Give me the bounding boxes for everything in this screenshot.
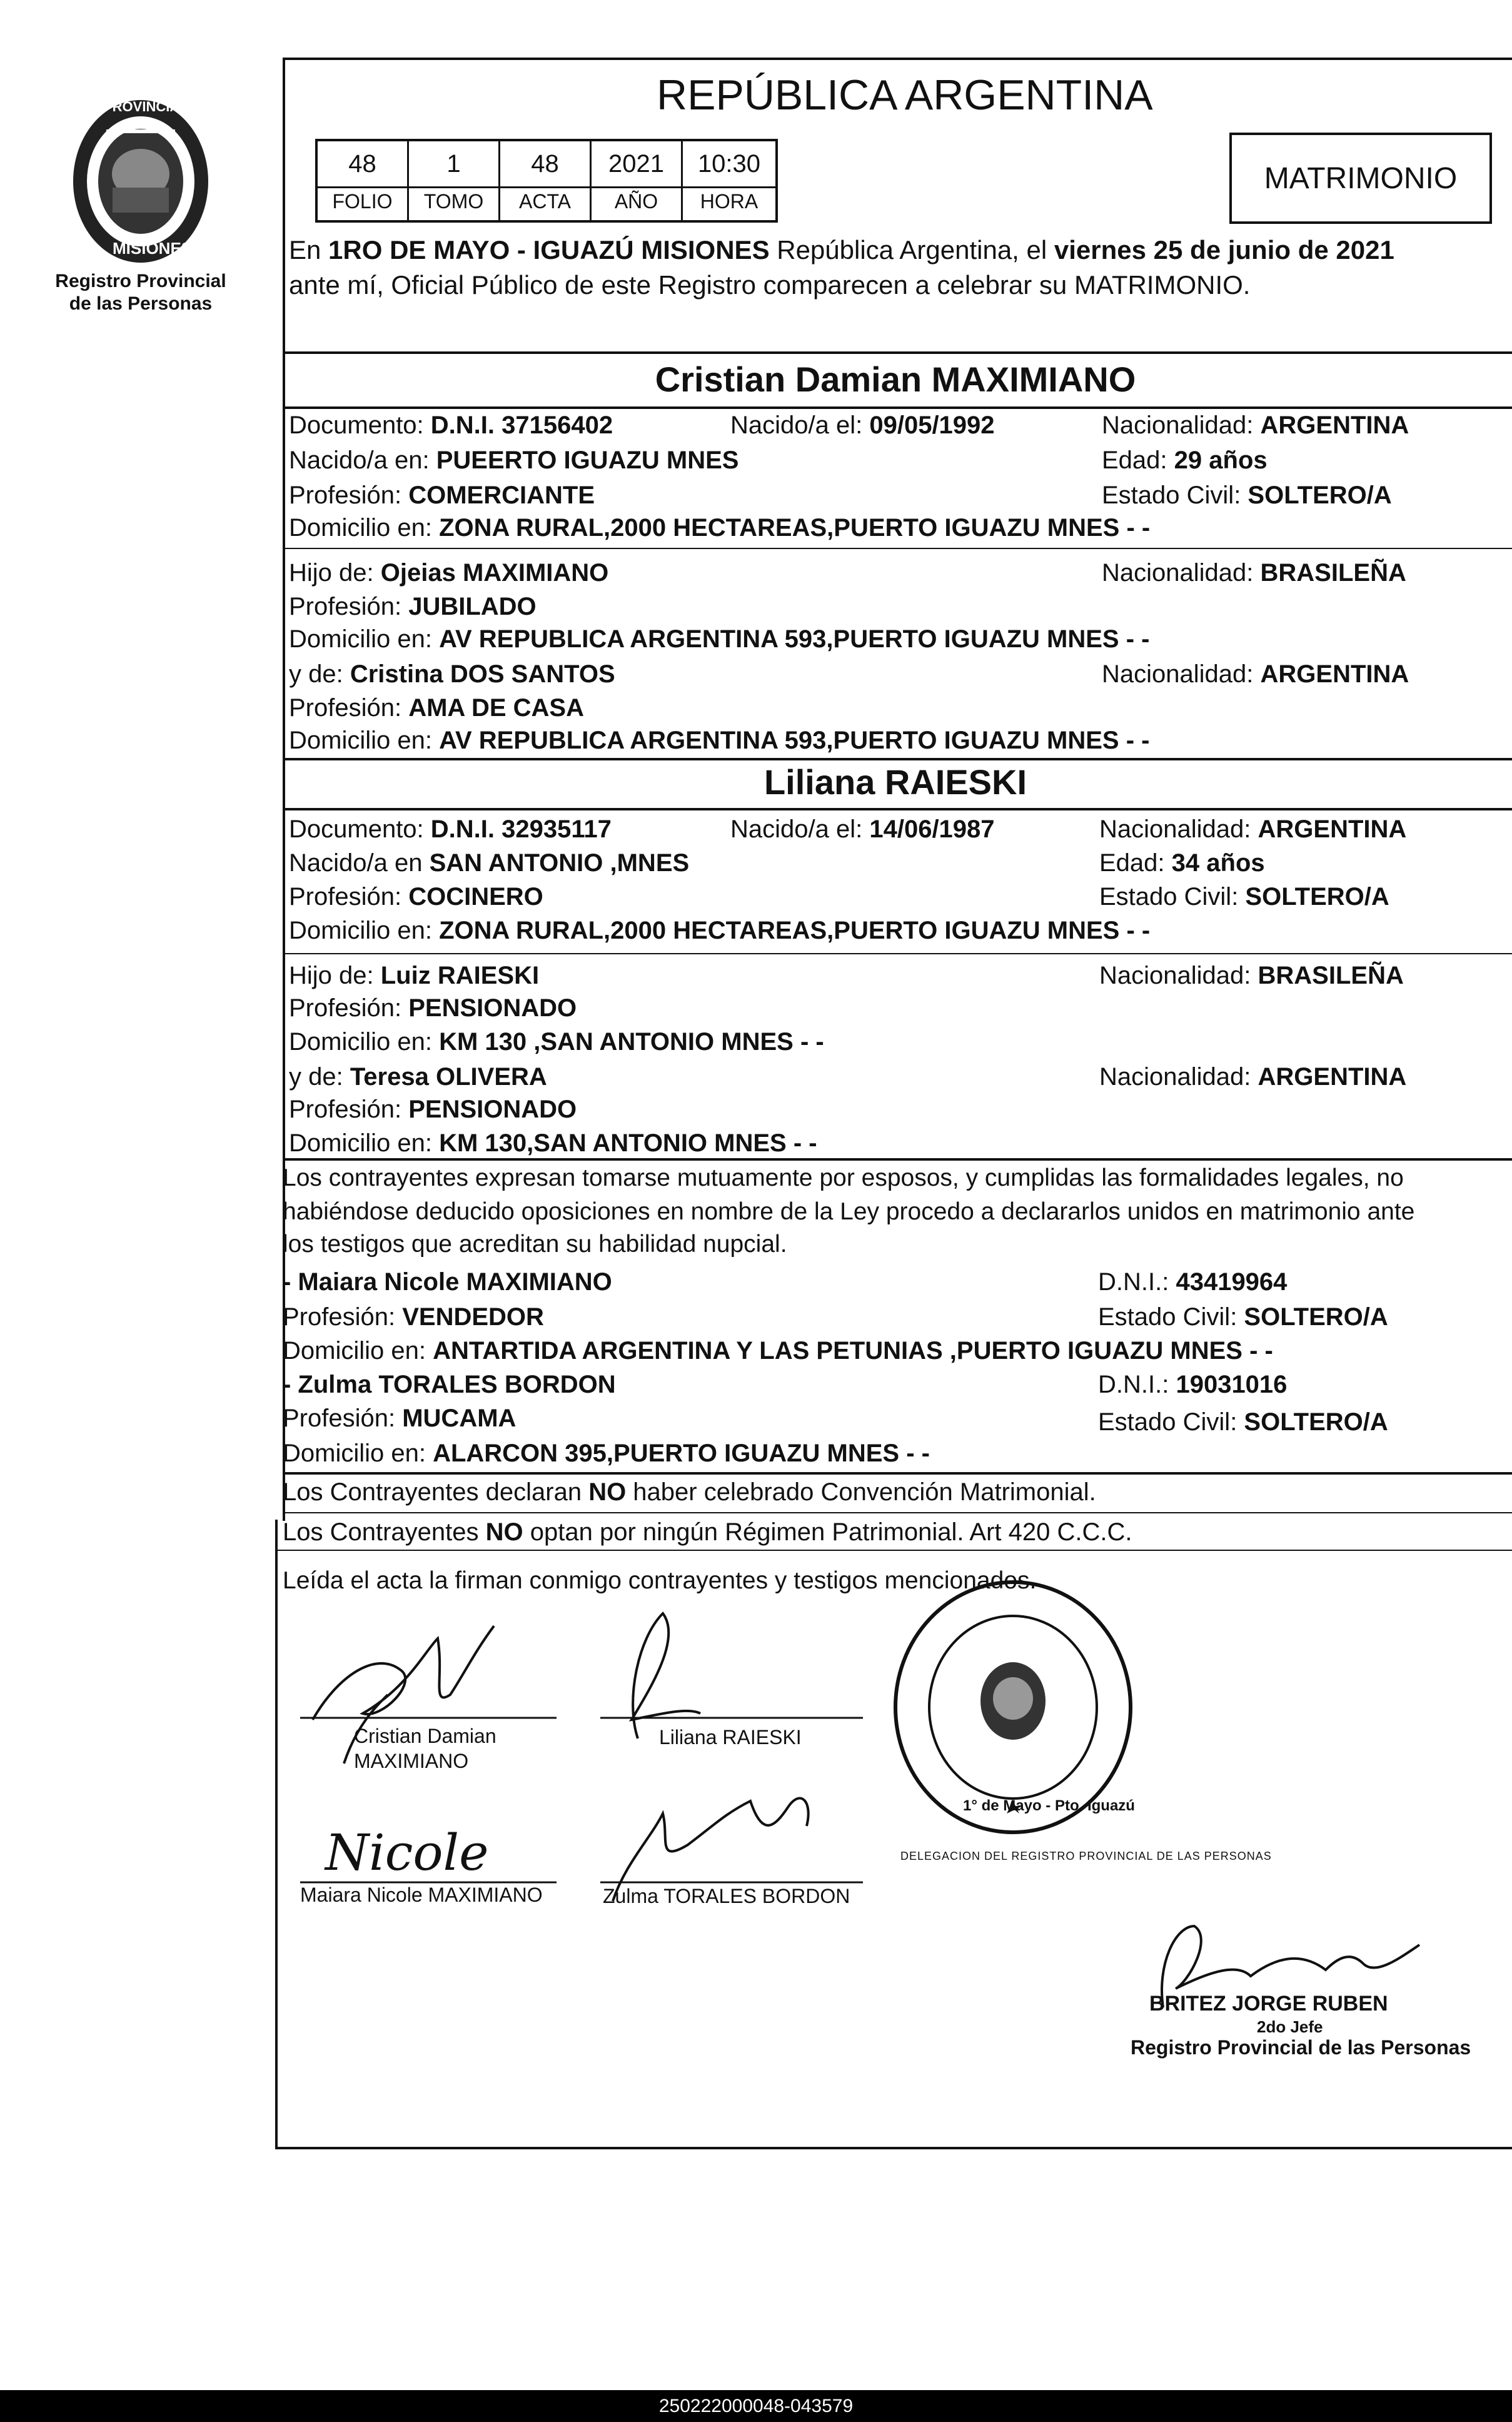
spouse1-father-profession [289, 590, 537, 623]
text: haber celebrado Convención Matrimonial. [626, 1478, 1096, 1506]
label: Domicilio en: [289, 727, 440, 754]
value: 19031016 [1176, 1371, 1288, 1398]
footer-code: 250222000048-043579 [658, 2395, 854, 2416]
value: Cristina DOS SANTOS [350, 660, 615, 688]
label: D.N.I.: [1098, 1268, 1176, 1296]
divider [283, 1472, 1512, 1475]
witness2-civil-status [1098, 1406, 1388, 1438]
label: Estado Civil: [1098, 1303, 1244, 1331]
spouse2-father-profession [289, 992, 577, 1024]
spouse1-birthdate [730, 409, 995, 442]
spouse2-mother-nationality [1099, 1061, 1406, 1093]
label: Profesión: [289, 482, 409, 509]
value: ZONA RURAL,2000 HECTAREAS,PUERTO IGUAZU MNES - - [439, 514, 1151, 542]
witness1-profession [283, 1301, 544, 1333]
label: Estado Civil: [1102, 482, 1248, 509]
label: Nacionalidad: [1102, 660, 1261, 688]
value: ANTARTIDA ARGENTINA Y LAS PETUNIAS ,PUERTO IGUAZU MNES - - [433, 1337, 1273, 1365]
spouse2-mother-address [289, 1127, 817, 1159]
text: optan por ningún Régimen Patrimonial. Art 420 C.C.C. [523, 1518, 1132, 1546]
spouse2-documento [289, 813, 612, 845]
intro-text: En [289, 235, 329, 265]
value: D.N.I. 37156402 [430, 411, 613, 439]
spouse2-father-nationality [1099, 959, 1404, 992]
label: Documento: [289, 815, 431, 843]
witness2-name: - Zulma TORALES BORDON [283, 1371, 616, 1398]
value: ARGENTINA [1257, 1063, 1407, 1091]
value: Ojeias MAXIMIANO [380, 559, 609, 587]
convention-line-1 [283, 1476, 1096, 1508]
value: 43419964 [1176, 1268, 1288, 1296]
value: MUCAMA [402, 1405, 517, 1432]
value: AV REPUBLICA ARGENTINA 593,PUERTO IGUAZU MNES - - [439, 625, 1150, 653]
signature-liliana [632, 1613, 700, 1738]
value: COCINERO [408, 883, 543, 911]
frame-left-lower [275, 1520, 278, 2148]
value: SAN ANTONIO ,MNES [429, 849, 690, 877]
spouse2-birthplace [289, 847, 689, 879]
label: Nacido/a en: [289, 447, 436, 474]
value: Teresa OLIVERA [350, 1063, 547, 1091]
spouse1-mother-nationality [1102, 658, 1409, 690]
stamp-ring-text: DELEGACION DEL REGISTRO PROVINCIAL DE LAS PERSONAS [900, 1850, 1272, 1862]
spouse2-address [289, 914, 1150, 947]
witness2-dni [1098, 1368, 1287, 1401]
hora-value: 10:30 [697, 149, 761, 178]
label: Domicilio en: [283, 1440, 433, 1467]
spouse2-name: Liliana RAIESKI [764, 762, 1027, 802]
acta-label: ACTA [519, 189, 571, 213]
folio-value: 48 [348, 149, 376, 178]
value: COMERCIANTE [408, 482, 595, 509]
tomo-label: TOMO [423, 189, 484, 213]
signature-label-witness2: Zulma TORALES BORDON [603, 1885, 850, 1907]
value: PUEERTO IGUAZU MNES [436, 447, 739, 474]
divider [283, 808, 1512, 810]
spouse2-father-address [289, 1026, 824, 1058]
hora-label: HORA [700, 189, 759, 213]
spouse2-age [1099, 847, 1265, 879]
spouse1-father [289, 557, 608, 589]
witness1-dni [1098, 1266, 1287, 1298]
witness1-name: - Maiara Nicole MAXIMIANO [283, 1268, 612, 1296]
label: Profesión: [289, 883, 409, 911]
label: Edad: [1102, 447, 1174, 474]
value: SOLTERO/A [1244, 1303, 1388, 1331]
value: 14/06/1987 [869, 815, 995, 843]
value: 09/05/1992 [869, 411, 995, 439]
text: Los Contrayentes [283, 1518, 486, 1546]
label: D.N.I.: [1098, 1371, 1176, 1398]
value: KM 130 ,SAN ANTONIO MNES - - [439, 1028, 824, 1056]
logo-caption-line2: de las Personas [69, 293, 213, 314]
official-name: BRITEZ JORGE RUBEN [1149, 1992, 1388, 2016]
convention-line-2 [283, 1516, 1132, 1548]
label: Nacionalidad: [1099, 1063, 1258, 1091]
value: PENSIONADO [408, 1096, 577, 1123]
label: Nacido/a el: [730, 411, 870, 439]
divider-thin [283, 953, 1512, 954]
spouse1-name: Cristian Damian MAXIMIANO [655, 360, 1136, 399]
spouse2-mother [289, 1061, 547, 1093]
spouse2-birthdate [730, 813, 995, 845]
spouse1-mother [289, 658, 615, 690]
spouse1-age [1102, 444, 1268, 477]
value: Luiz RAIESKI [380, 962, 540, 989]
label: Nacionalidad: [1099, 815, 1258, 843]
signature-label-spouse1-l1: Cristian Damian [354, 1725, 496, 1747]
spouse1-address [289, 512, 1150, 544]
signature-nicole-handwriting: Nicole [325, 1824, 489, 1882]
spouse1-father-nationality [1102, 557, 1406, 589]
label: Nacido/a en [289, 849, 430, 877]
spouse2-profession [289, 880, 543, 913]
spouse2-mother-profession [289, 1093, 577, 1126]
label: Nacionalidad: [1102, 411, 1261, 439]
value: AMA DE CASA [408, 694, 584, 722]
spouse1-birthplace [289, 444, 738, 477]
value: VENDEDOR [402, 1303, 544, 1331]
signature-label-spouse2: Liliana RAIESKI [659, 1726, 802, 1748]
label: Domicilio en: [289, 917, 440, 944]
label: Domicilio en: [289, 1028, 440, 1056]
value: AV REPUBLICA ARGENTINA 593,PUERTO IGUAZU MNES - - [439, 727, 1150, 754]
signature-label-spouse1-l2: MAXIMIANO [354, 1750, 469, 1772]
value: BRASILEÑA [1257, 962, 1404, 989]
label: Domicilio en: [289, 514, 440, 542]
witness1-civil-status [1098, 1301, 1388, 1333]
intro-place: 1RO DE MAYO - IGUAZÚ MISIONES [328, 235, 770, 265]
label: Nacido/a el: [730, 815, 870, 843]
document-type: MATRIMONIO [1264, 161, 1458, 195]
intro-line-2: ante mí, Oficial Público de este Registro comparecen a celebrar su MATRIMONIO. [289, 270, 1251, 300]
label: Nacionalidad: [1099, 962, 1258, 989]
intro-date: viernes 25 de junio de 2021 [1054, 235, 1394, 265]
label: Hijo de: [289, 559, 381, 587]
divider-thin [275, 1550, 1512, 1551]
label: Edad: [1099, 849, 1172, 877]
divider [283, 1158, 1512, 1161]
label: Nacionalidad: [1102, 559, 1261, 587]
text: Los Contrayentes declaran [283, 1478, 589, 1506]
folio-label: FOLIO [332, 189, 393, 213]
value: SOLTERO/A [1247, 482, 1392, 509]
label: Domicilio en: [289, 1129, 440, 1157]
value: BRASILEÑA [1260, 559, 1406, 587]
spouse1-mother-profession [289, 692, 584, 724]
label: Profesión: [289, 1096, 409, 1123]
value: JUBILADO [408, 593, 537, 620]
witness2-profession [283, 1402, 516, 1435]
anio-label: AÑO [614, 189, 658, 213]
divider [283, 758, 1512, 760]
label: Hijo de: [289, 962, 381, 989]
value: 29 años [1174, 447, 1268, 474]
divider-thin [283, 1512, 1512, 1513]
spouse1-nationality [1102, 409, 1409, 442]
declaration-line-3: los testigos que acreditan su habilidad nupcial. [283, 1231, 787, 1258]
value: ARGENTINA [1257, 815, 1407, 843]
value: 34 años [1171, 849, 1265, 877]
stamp-bottom-text: 1° de Mayo - Pto. Iguazú [963, 1797, 1135, 1814]
value: ARGENTINA [1260, 660, 1409, 688]
record-table [315, 139, 778, 223]
value: D.N.I. 32935117 [430, 815, 612, 843]
emphasis: NO [485, 1518, 523, 1546]
label: Profesión: [283, 1405, 403, 1432]
value: ZONA RURAL,2000 HECTAREAS,PUERTO IGUAZU MNES - - [439, 917, 1151, 944]
value: PENSIONADO [408, 994, 577, 1022]
label: Profesión: [289, 994, 409, 1022]
label: Domicilio en: [289, 625, 440, 653]
label: y de: [289, 1063, 350, 1091]
spouse1-documento [289, 409, 613, 442]
label: Estado Civil: [1099, 883, 1246, 911]
logo-caption-line1: Registro Provincial [55, 271, 226, 291]
closing-text: Leída el acta la firman conmigo contrayentes y testigos mencionados. [283, 1567, 1037, 1594]
tomo-value: 1 [446, 149, 461, 178]
provincial-logo [69, 94, 213, 269]
label: y de: [289, 660, 350, 688]
declaration-line-1: Los contrayentes expresan tomarse mutuamente por esposos, y cumplidas las formalidades legales, no [283, 1164, 1404, 1191]
document-type-box [1229, 133, 1492, 224]
record-table-divider [318, 186, 775, 188]
spouse1-profession [289, 479, 595, 512]
value: KM 130,SAN ANTONIO MNES - - [439, 1129, 817, 1157]
spouse1-mother-address [289, 724, 1149, 757]
label: Estado Civil: [1098, 1408, 1244, 1436]
spouse2-nationality [1099, 813, 1406, 845]
acta-value: 48 [531, 149, 559, 178]
spouse2-father [289, 959, 539, 992]
value: ARGENTINA [1260, 411, 1409, 439]
footer-bar [0, 2390, 1512, 2422]
seal-top-text: PROVINCIA DE [103, 99, 203, 114]
witness2-address [283, 1437, 930, 1470]
value: SOLTERO/A [1245, 883, 1389, 911]
emphasis: NO [588, 1478, 627, 1506]
official-office: Registro Provincial de las Personas [1131, 2036, 1471, 2059]
declaration-line-2: habiéndose deducido oposiciones en nombre de la Ley procedo a declararlos unidos en matrimonio ante [283, 1198, 1415, 1225]
label: Profesión: [289, 694, 409, 722]
label: Documento: [289, 411, 431, 439]
label: Profesión: [289, 593, 409, 620]
anio-value: 2021 [608, 149, 664, 178]
value: ALARCON 395,PUERTO IGUAZU MNES - - [433, 1440, 930, 1467]
signature-label-witness1: Maiara Nicole MAXIMIANO [300, 1884, 543, 1906]
spouse2-civil-status [1099, 880, 1389, 913]
intro-text: República Argentina, el [769, 235, 1054, 265]
official-role: 2do Jefe [1257, 2017, 1323, 2036]
spouse1-father-address [289, 623, 1149, 655]
value: SOLTERO/A [1244, 1408, 1388, 1436]
page-title: REPÚBLICA ARGENTINA [657, 71, 1153, 119]
divider-thin [283, 548, 1512, 549]
label: Domicilio en: [283, 1337, 433, 1365]
frame-top [283, 58, 1512, 60]
seal-bottom-text: MISIONES [113, 239, 193, 258]
spouse1-civil-status [1102, 479, 1392, 512]
intro-line-1 [289, 234, 1394, 266]
divider [283, 351, 1512, 354]
label: Profesión: [283, 1303, 403, 1331]
witness1-address [283, 1335, 1273, 1367]
frame-bottom [275, 2147, 1512, 2149]
